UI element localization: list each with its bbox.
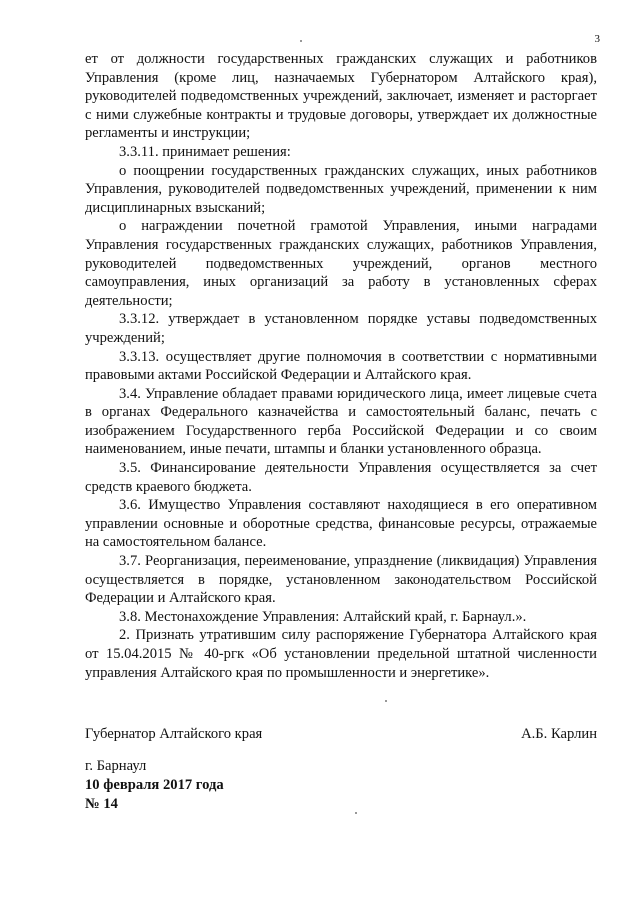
- signatory-name: А.Б. Карлин: [521, 726, 597, 742]
- paragraph-3-6: 3.6. Имущество Управления составляют находящиеся в его оперативном управлении основные и оборотные средства, финансовые ресурсы, отражаемые на самостоятельном балансе.: [85, 497, 597, 551]
- signature-block: [85, 725, 597, 744]
- paragraph-3-8: 3.8. Местонахождение Управления: Алтайский край, г. Барнаул.».: [119, 608, 527, 625]
- signatory-title: Губернатор Алтайского края: [85, 726, 263, 742]
- paragraph-2-repeal: 2. Признать утратившим силу распоряжение Губернатора Алтайского края от 15.04.2015 № 40-ргк «Об установлении предельной штатной численности управления Алтайского края по промышленности и энергетике».: [85, 627, 597, 681]
- paragraph-continuation: ет от должности государственных гражданских служащих и работников Управления (кроме лиц, назначаемых Губернатором Алтайского края), руководителей подведомственных учреждений, заключает, изменяет и расторгает с ними служебные контракты и трудовые договоры, утверждает их должностные регламенты и инструкции;: [85, 51, 597, 142]
- scan-speck: [385, 700, 387, 702]
- issue-city: г. Барнаул: [85, 758, 147, 774]
- issue-date: 10 февраля 2017 года: [85, 777, 224, 793]
- paragraph-3-3-11: 3.3.11. принимает решения:: [119, 143, 291, 160]
- scan-speck: [300, 40, 302, 42]
- scan-speck: [355, 812, 357, 814]
- paragraph-3-3-13: 3.3.13. осуществляет другие полномочия в соответствии с нормативными правовыми актами Российской Федерации и Алтайского края.: [85, 348, 597, 384]
- paragraph-3-3-12: 3.3.12. утверждает в установленном порядке уставы подведомственных учреждений;: [85, 311, 597, 346]
- paragraph-3-5: 3.5. Финансирование деятельности Управления осуществляется за счет средств краевого бюджета.: [85, 460, 597, 495]
- paragraph-3-4: 3.4. Управление обладает правами юридического лица, имеет лицевые счета в органах Федерального казначейства и самостоятельный баланс, печать с изображением Государственного герба Российской Федерации и со своим наименованием, иные печати, штампы и бланки установленного образца.: [85, 385, 597, 458]
- page-number: 3: [594, 33, 600, 45]
- paragraph-encouragement: о поощрении государственных гражданских служащих, иных работников Управления, руководителей подведомственных учреждений, применении к ним дисциплинарных взысканий;: [85, 162, 597, 216]
- document-body: [85, 50, 597, 682]
- paragraph-3-7: 3.7. Реорганизация, переименование, упразднение (ликвидация) Управления осуществляется в порядке, установленном законодательством Российской Федерации и Алтайского края.: [85, 553, 597, 607]
- issue-number: № 14: [85, 796, 118, 812]
- issue-details: [85, 757, 385, 814]
- paragraph-awards: о награждении почетной грамотой Управления, иными наградами Управления государственных гражданских служащих, работников Управления, руководителей подведомственных учреждений, органов местного самоуправления, иных организаций за работу в установленных сферах деятельности;: [85, 218, 597, 309]
